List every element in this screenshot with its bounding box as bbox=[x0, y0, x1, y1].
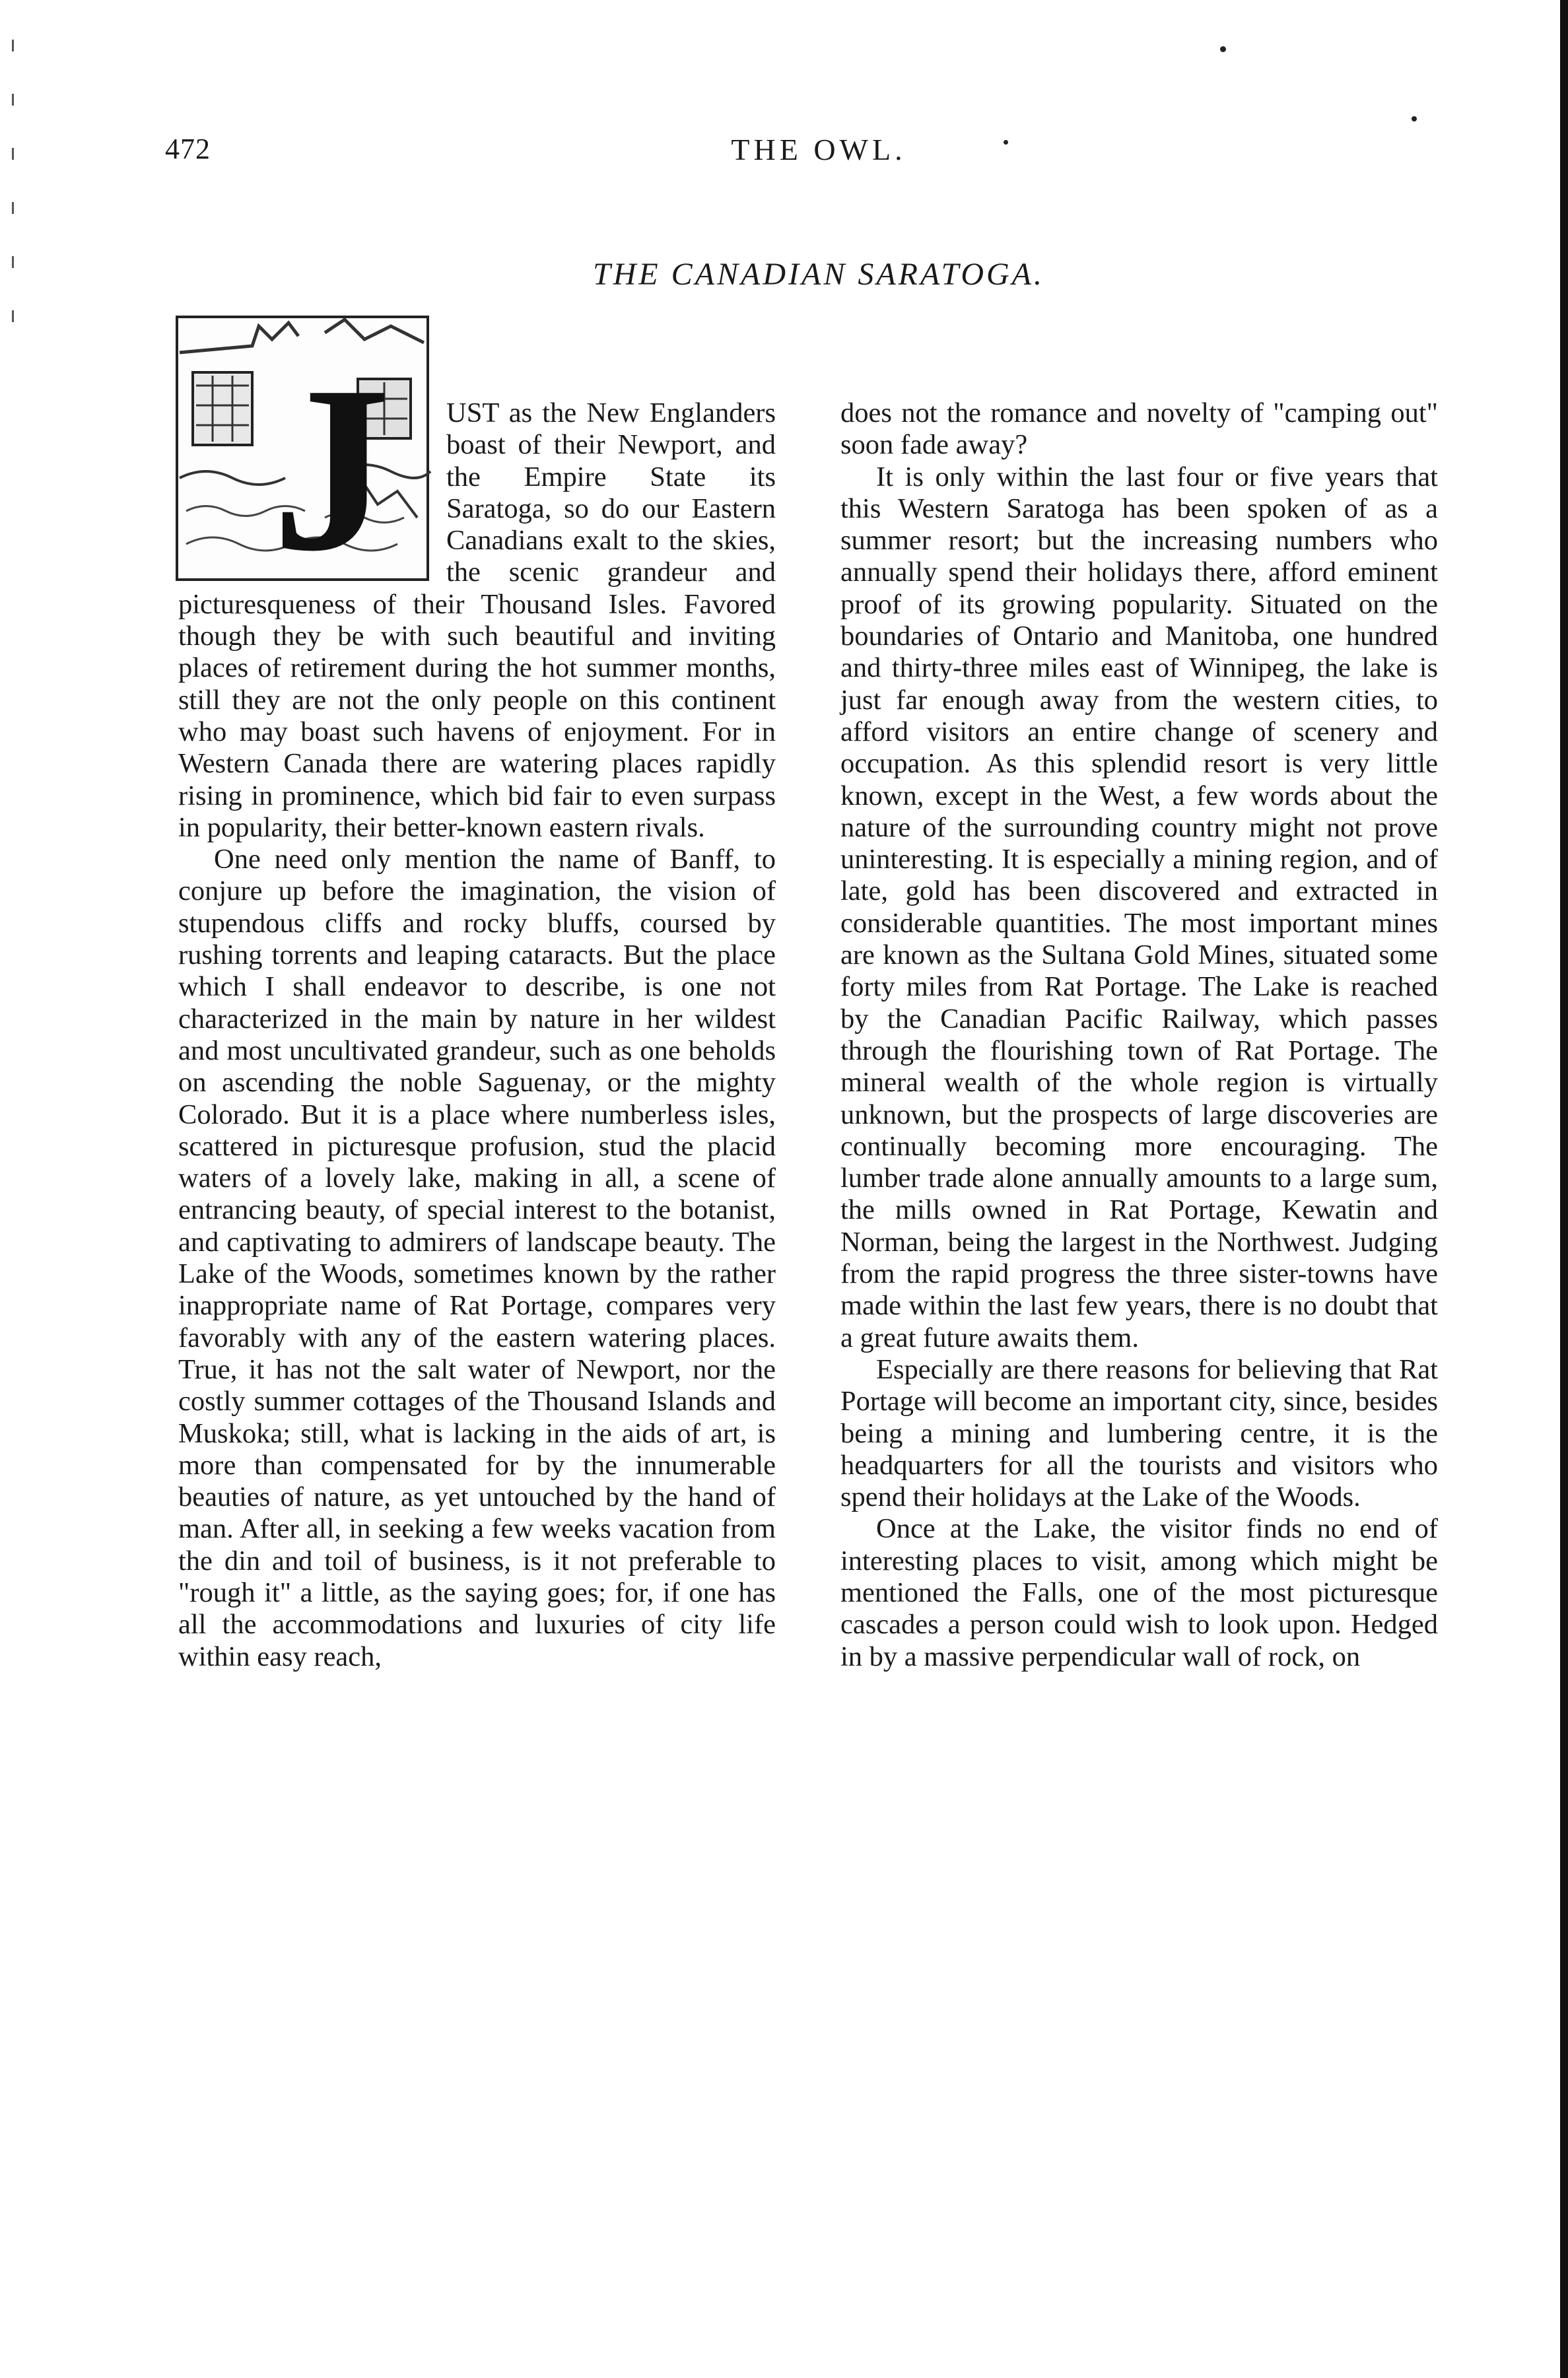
paragraph: Especially are there reasons for believing that Rat Portage will become an important city, since, besides being a mining and lumbering centre, it is the headquarters for all the tourists and visitors who spend their holidays at the Lake of the Woods. bbox=[840, 1353, 1438, 1513]
paragraph: One need only mention the name of Banff, to conjure up before the imagination, the vision of stupendous cliffs and rocky bluffs, coursed by rushing torrents and leaping cataracts. But the place which I shall endeavor to describe, is one not characterized in the main by nature in her wildest and most uncultivated grandeur, such as one beholds on ascending the noble Saguenay, or the mighty Colorado. But it is a place where numberless isles, scattered in picturesque profusion, stud the placid waters of a lovely lake, making in all, a scene of entrancing beauty, of special interest to the botanist, and captivating to admirers of landscape beauty. The Lake of the Woods, sometimes known by the rather inappropriate name of Rat Portage, compares very favorably with any of the eastern watering places. True, it has not the salt water of Newport, nor the costly summer cottages of the Thousand Islands and Muskoka; still, what is lacking in the aids of art, is more than compensated for by the innumerable beauties of nature, as yet untouched by the hand of man. After all, in seeking a few weeks vacation from the din and toil of business, is it not preferable to "rough it" a little, as the saying goes; for, if one has all the accommodations and luxuries of city life within easy reach, bbox=[178, 844, 776, 1672]
paragraph: It is only within the last four or five years that this Western Saratoga has been spoken of as a summer resort; but the increasing numbers who annually spend their holidays there, afford eminent proof of its growing popularity. Situated on the boundaries of Ontario and Manitoba, one hundred and thirty-three miles east of Winnipeg, the lake is just far enough away from the western cities, to afford visitors an entire change of scenery and occupation. As this splendid resort is very little known, except in the West, a few words about the nature of the surrounding country might not prove uninteresting. It is especially a mining region, and of late, gold has been discovered and extracted in considerable quantities. The most important mines are known as the Sultana Gold Mines, situated some forty miles from Rat Portage. The Lake is reached by the Canadian Pacific Railway, which passes through the flourishing town of Rat Portage. The mineral wealth of the whole region is virtually unknown, but the prospects of large discoveries are continually becoming more encouraging. The lumber trade alone annually amounts to a large sum, the mills owned in Rat Portage, Kewatin and Norman, being the largest in the Northwest. Judging from the rapid progress the three sister-towns have made within the last few years, there is no doubt that a great future awaits them. bbox=[840, 461, 1438, 1353]
running-head bbox=[165, 132, 1472, 172]
drop-cap-letter: J bbox=[272, 337, 391, 600]
print-speck bbox=[1412, 116, 1417, 121]
journal-title: THE OWL. bbox=[731, 133, 906, 166]
ornamental-drop-cap bbox=[173, 313, 432, 600]
paragraph: UST as the New Englanders boast of their Newport, and the Empire State its Saratoga, so do our Eastern Canadians exalt to the skies, the scenic grandeur and picturesqueness of their Thousand Isles. Favored though they be with such beautiful and inviting places of retirement during the hot summer months, still they are not the only people on this continent who may boast such havens of enjoyment. For in Western Canada there are watering places rapidly rising in prominence, which bid fair to even surpass in popularity, their better-known eastern rivals. bbox=[178, 397, 776, 843]
left-column bbox=[178, 337, 776, 1673]
page-edge-shadow bbox=[1560, 0, 1568, 2378]
page-number: 472 bbox=[165, 133, 211, 165]
right-column bbox=[840, 397, 1438, 1673]
paragraph: does not the romance and novelty of "camping out" soon fade away? bbox=[840, 397, 1438, 461]
margin-binding-marks bbox=[12, 40, 15, 370]
print-speck bbox=[1220, 46, 1226, 52]
article-title: THE CANADIAN SARATOGA. bbox=[593, 257, 1044, 292]
paragraph: Once at the Lake, the visitor finds no end of interesting places to visit, among which might be mentioned the Falls, one of the most picturesque cascades a person could wish to look upon. Hedged in by a massive perpendicular wall of rock, on bbox=[840, 1513, 1438, 1672]
